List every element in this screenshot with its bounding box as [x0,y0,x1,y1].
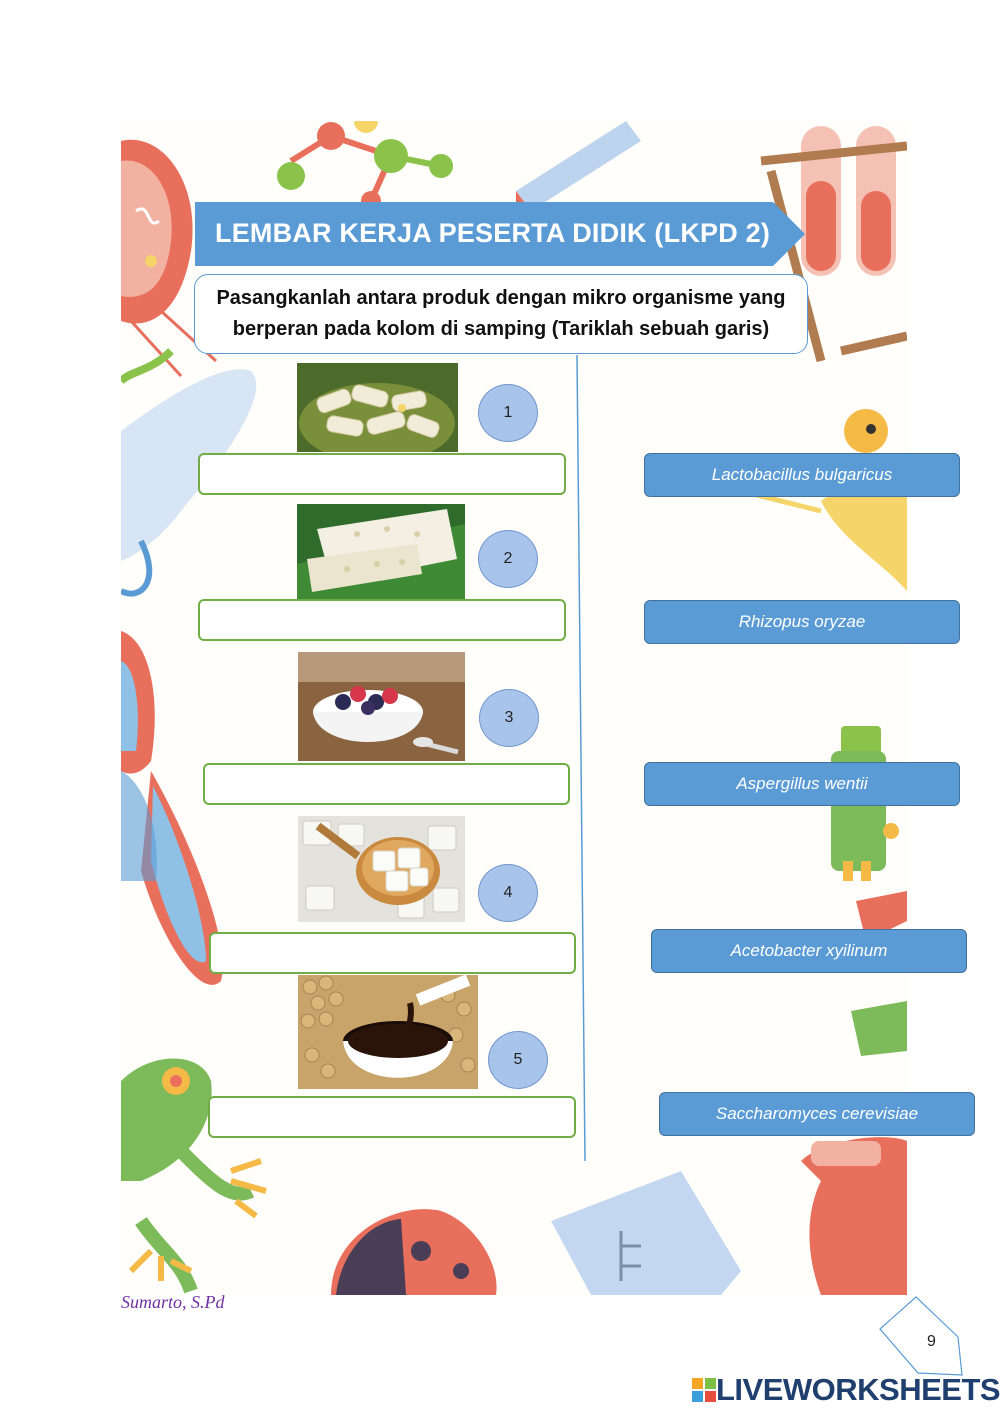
molecule-illustration [277,121,453,211]
column-divider-line [576,355,586,1161]
yogurt-image [298,652,465,761]
microorganism-option-4[interactable]: Acetobacter xyilinum [651,929,967,973]
soy-sauce-image [298,975,478,1089]
answer-box-3[interactable] [203,763,570,805]
flask-illustration [801,1137,907,1295]
product-number-2: 2 [478,530,538,588]
frog-illustration [121,1059,266,1292]
tempeh-image [297,504,465,599]
beaker-illustration [551,1171,741,1295]
answer-box-4[interactable] [209,932,576,974]
liveworksheets-logo[interactable] [692,1372,1000,1408]
product-number-1: 1 [478,384,538,442]
page-number: 9 [927,1333,936,1350]
liveworksheets-logo-text: LIVEWORKSHEETS [716,1372,1000,1407]
cassava-tape-image [297,363,458,452]
microorganism-option-1[interactable]: Lactobacillus bulgaricus [644,453,960,497]
microorganism-option-2[interactable]: Rhizopus oryzae [644,600,960,644]
author-name: Sumarto, S.Pd [121,1292,225,1312]
product-photo-2 [297,504,465,599]
page-title: LEMBAR KERJA PESERTA DIDIK (LKPD 2) [215,218,771,248]
answer-box-5[interactable] [208,1096,576,1138]
microorganism-option-3[interactable]: Aspergillus wentii [644,762,960,806]
product-photo-5 [298,975,478,1089]
microorganism-option-5[interactable]: Saccharomyces cerevisiae [659,1092,975,1136]
nata-de-coco-image [298,816,465,922]
product-photo-3 [298,652,465,761]
bird-illustration [741,409,907,591]
product-number-3: 3 [479,689,539,747]
instruction-text: Pasangkanlah antara produk dengan mikro organisme yang berperan pada kolom di samping (Tariklah sebuah garis) [216,287,786,340]
dragonfly-illustration [121,631,223,985]
instruction-box [194,274,808,354]
product-number-4: 4 [478,864,538,922]
product-photo-4 [298,816,465,922]
answer-box-2[interactable] [198,599,566,641]
answer-box-1[interactable] [198,453,566,495]
ladybug-illustration [331,1209,497,1295]
page-number-shape [878,1295,964,1377]
product-photo-1 [297,363,458,452]
liveworksheets-logo-icon [692,1378,716,1402]
product-number-5: 5 [488,1031,548,1089]
